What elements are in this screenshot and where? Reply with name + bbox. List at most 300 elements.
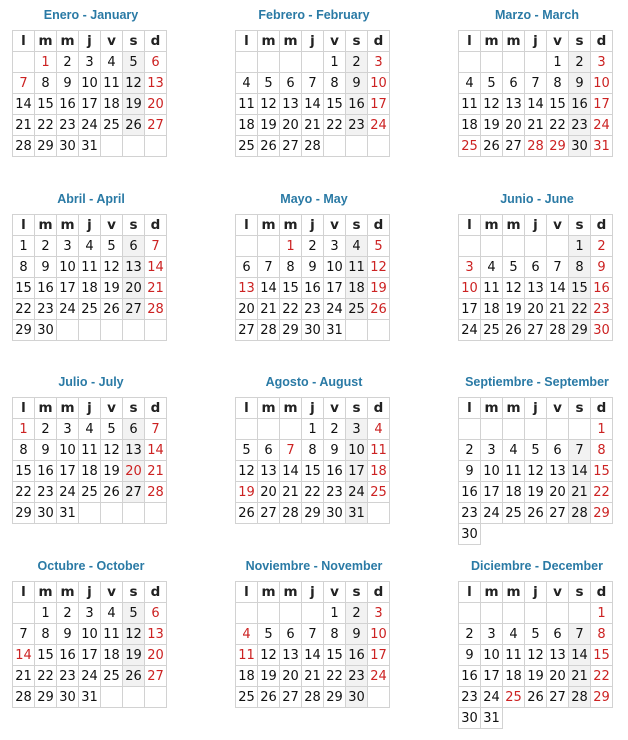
weekday-header: m xyxy=(280,398,302,419)
weekday-header: d xyxy=(368,31,390,52)
empty-cell xyxy=(258,603,280,624)
day-cell: 27 xyxy=(547,503,569,524)
day-cell: 7 xyxy=(569,624,591,645)
day-cell: 31 xyxy=(57,503,79,524)
day-cell: 29 xyxy=(35,136,57,157)
weekday-header: s xyxy=(569,31,591,52)
day-cell: 1 xyxy=(324,603,346,624)
day-cell: 3 xyxy=(346,419,368,440)
day-cell: 11 xyxy=(346,257,368,278)
day-cell: 12 xyxy=(101,257,123,278)
day-cell: 1 xyxy=(302,419,324,440)
empty-cell xyxy=(145,503,167,524)
day-cell: 26 xyxy=(525,687,547,708)
empty-cell xyxy=(368,687,390,708)
day-cell: 30 xyxy=(57,687,79,708)
day-cell: 25 xyxy=(346,299,368,320)
day-cell: 25 xyxy=(481,320,503,341)
weekday-header: j xyxy=(79,215,101,236)
day-cell: 29 xyxy=(591,687,613,708)
day-cell: 16 xyxy=(569,94,591,115)
empty-cell xyxy=(101,687,123,708)
day-cell: 11 xyxy=(79,440,101,461)
day-cell: 2 xyxy=(302,236,324,257)
day-cell: 15 xyxy=(569,278,591,299)
day-cell: 4 xyxy=(346,236,368,257)
day-cell: 9 xyxy=(35,257,57,278)
day-cell: 9 xyxy=(324,440,346,461)
day-cell: 18 xyxy=(503,666,525,687)
day-cell: 4 xyxy=(368,419,390,440)
weekday-header: v xyxy=(324,31,346,52)
day-cell: 5 xyxy=(481,73,503,94)
weekday-header: j xyxy=(525,398,547,419)
day-cell: 17 xyxy=(459,299,481,320)
day-cell: 10 xyxy=(57,440,79,461)
weekday-header: j xyxy=(79,582,101,603)
day-cell: 17 xyxy=(481,666,503,687)
day-cell: 6 xyxy=(280,624,302,645)
month-title: Agosto - August xyxy=(265,375,363,389)
day-cell: 21 xyxy=(145,461,167,482)
day-cell: 22 xyxy=(13,299,35,320)
weekday-header: v xyxy=(324,215,346,236)
day-cell: 10 xyxy=(591,73,613,94)
day-cell: 21 xyxy=(280,482,302,503)
day-cell: 14 xyxy=(13,645,35,666)
day-cell: 16 xyxy=(346,645,368,666)
day-cell: 4 xyxy=(79,236,101,257)
empty-cell xyxy=(503,603,525,624)
day-cell: 2 xyxy=(324,419,346,440)
day-cell: 5 xyxy=(258,624,280,645)
day-cell: 7 xyxy=(13,73,35,94)
day-cell: 6 xyxy=(145,603,167,624)
empty-cell xyxy=(503,524,525,545)
day-cell: 28 xyxy=(302,136,324,157)
day-cell: 20 xyxy=(503,115,525,136)
day-cell: 1 xyxy=(35,603,57,624)
weekday-header: d xyxy=(145,398,167,419)
day-cell: 26 xyxy=(101,299,123,320)
day-cell: 11 xyxy=(459,94,481,115)
day-cell: 22 xyxy=(13,482,35,503)
weekday-header: d xyxy=(368,398,390,419)
day-cell: 29 xyxy=(35,687,57,708)
weekday-header: m xyxy=(35,582,57,603)
day-cell: 23 xyxy=(57,666,79,687)
day-cell: 3 xyxy=(459,257,481,278)
day-cell: 29 xyxy=(569,320,591,341)
day-cell: 14 xyxy=(145,440,167,461)
empty-cell xyxy=(547,524,569,545)
day-cell: 18 xyxy=(368,461,390,482)
weekday-header: v xyxy=(547,215,569,236)
day-cell: 22 xyxy=(302,482,324,503)
empty-cell xyxy=(459,236,481,257)
day-cell: 14 xyxy=(569,461,591,482)
day-cell: 14 xyxy=(258,278,280,299)
day-cell: 23 xyxy=(35,482,57,503)
weekday-header: m xyxy=(57,398,79,419)
day-cell: 21 xyxy=(258,299,280,320)
month-title: Febrero - February xyxy=(258,8,370,22)
day-cell: 21 xyxy=(13,666,35,687)
month-grid xyxy=(12,30,167,157)
day-cell: 28 xyxy=(525,136,547,157)
day-cell: 18 xyxy=(481,299,503,320)
weekday-header: l xyxy=(459,215,481,236)
weekday-header: j xyxy=(302,582,324,603)
empty-cell xyxy=(569,708,591,729)
day-cell: 24 xyxy=(57,299,79,320)
day-cell: 13 xyxy=(503,94,525,115)
empty-cell xyxy=(302,52,324,73)
empty-cell xyxy=(302,603,324,624)
day-cell: 16 xyxy=(591,278,613,299)
day-cell: 15 xyxy=(302,461,324,482)
day-cell: 27 xyxy=(123,299,145,320)
day-cell: 18 xyxy=(346,278,368,299)
day-cell: 2 xyxy=(35,236,57,257)
day-cell: 24 xyxy=(591,115,613,136)
day-cell: 13 xyxy=(123,440,145,461)
day-cell: 10 xyxy=(368,624,390,645)
day-cell: 12 xyxy=(101,440,123,461)
day-cell: 19 xyxy=(123,94,145,115)
day-cell: 30 xyxy=(302,320,324,341)
day-cell: 17 xyxy=(368,645,390,666)
weekday-header: s xyxy=(346,215,368,236)
day-cell: 3 xyxy=(57,236,79,257)
day-cell: 14 xyxy=(547,278,569,299)
day-cell: 13 xyxy=(258,461,280,482)
empty-cell xyxy=(547,708,569,729)
weekday-header: d xyxy=(591,582,613,603)
weekday-header: m xyxy=(481,398,503,419)
day-cell: 29 xyxy=(13,320,35,341)
day-cell: 6 xyxy=(236,257,258,278)
month-grid xyxy=(235,214,390,341)
day-cell: 4 xyxy=(236,73,258,94)
day-cell: 1 xyxy=(280,236,302,257)
day-cell: 2 xyxy=(459,624,481,645)
month-title: Marzo - March xyxy=(494,8,580,22)
empty-cell xyxy=(481,603,503,624)
weekday-header: s xyxy=(346,398,368,419)
weekday-header: d xyxy=(145,31,167,52)
day-cell: 4 xyxy=(236,624,258,645)
day-cell: 7 xyxy=(145,236,167,257)
day-cell: 5 xyxy=(503,257,525,278)
empty-cell xyxy=(481,52,503,73)
empty-cell xyxy=(481,236,503,257)
day-cell: 14 xyxy=(302,94,324,115)
empty-cell xyxy=(525,603,547,624)
weekday-header: v xyxy=(547,31,569,52)
day-cell: 7 xyxy=(302,73,324,94)
day-cell: 3 xyxy=(368,52,390,73)
day-cell: 6 xyxy=(145,52,167,73)
weekday-header: d xyxy=(591,215,613,236)
day-cell: 22 xyxy=(35,666,57,687)
day-cell: 31 xyxy=(591,136,613,157)
day-cell: 22 xyxy=(591,666,613,687)
day-cell: 17 xyxy=(481,482,503,503)
day-cell: 3 xyxy=(368,603,390,624)
day-cell: 15 xyxy=(591,645,613,666)
day-cell: 3 xyxy=(57,419,79,440)
weekday-header: m xyxy=(35,31,57,52)
day-cell: 30 xyxy=(35,503,57,524)
day-cell: 13 xyxy=(123,257,145,278)
day-cell: 8 xyxy=(280,257,302,278)
day-cell: 24 xyxy=(368,666,390,687)
day-cell: 17 xyxy=(57,461,79,482)
day-cell: 1 xyxy=(13,419,35,440)
weekday-header: v xyxy=(547,582,569,603)
day-cell: 24 xyxy=(346,482,368,503)
day-cell: 26 xyxy=(258,136,280,157)
weekday-header: m xyxy=(258,582,280,603)
day-cell: 26 xyxy=(481,136,503,157)
day-cell: 8 xyxy=(13,440,35,461)
day-cell: 9 xyxy=(346,73,368,94)
month-grid xyxy=(235,397,390,524)
empty-cell xyxy=(145,320,167,341)
month-title: Abril - April xyxy=(57,192,125,206)
weekday-header: m xyxy=(481,582,503,603)
month-title: Enero - January xyxy=(43,8,139,22)
day-cell: 9 xyxy=(57,73,79,94)
empty-cell xyxy=(591,708,613,729)
day-cell: 30 xyxy=(35,320,57,341)
day-cell: 27 xyxy=(123,482,145,503)
month-grid xyxy=(458,581,613,729)
day-cell: 25 xyxy=(101,666,123,687)
day-cell: 20 xyxy=(145,645,167,666)
empty-cell xyxy=(324,136,346,157)
day-cell: 14 xyxy=(280,461,302,482)
day-cell: 15 xyxy=(35,645,57,666)
day-cell: 30 xyxy=(346,687,368,708)
day-cell: 25 xyxy=(101,115,123,136)
day-cell: 2 xyxy=(346,52,368,73)
weekday-header: l xyxy=(459,582,481,603)
day-cell: 24 xyxy=(368,115,390,136)
empty-cell xyxy=(525,419,547,440)
month-grid xyxy=(458,214,613,341)
day-cell: 26 xyxy=(123,666,145,687)
day-cell: 30 xyxy=(591,320,613,341)
day-cell: 8 xyxy=(35,73,57,94)
day-cell: 21 xyxy=(145,278,167,299)
day-cell: 3 xyxy=(481,440,503,461)
day-cell: 28 xyxy=(302,687,324,708)
weekday-header: l xyxy=(236,31,258,52)
day-cell: 29 xyxy=(13,503,35,524)
day-cell: 23 xyxy=(459,687,481,708)
day-cell: 10 xyxy=(481,645,503,666)
day-cell: 18 xyxy=(459,115,481,136)
day-cell: 24 xyxy=(481,687,503,708)
weekday-header: m xyxy=(258,31,280,52)
day-cell: 19 xyxy=(258,115,280,136)
day-cell: 24 xyxy=(79,666,101,687)
day-cell: 30 xyxy=(324,503,346,524)
day-cell: 31 xyxy=(481,708,503,729)
month-grid xyxy=(458,397,613,545)
day-cell: 26 xyxy=(101,482,123,503)
weekday-header: j xyxy=(79,31,101,52)
day-cell: 11 xyxy=(101,624,123,645)
day-cell: 16 xyxy=(324,461,346,482)
weekday-header: j xyxy=(302,215,324,236)
day-cell: 10 xyxy=(324,257,346,278)
day-cell: 18 xyxy=(236,115,258,136)
day-cell: 26 xyxy=(236,503,258,524)
day-cell: 23 xyxy=(346,666,368,687)
day-cell: 11 xyxy=(236,94,258,115)
empty-cell xyxy=(547,603,569,624)
weekday-header: j xyxy=(79,398,101,419)
weekday-header: j xyxy=(302,398,324,419)
weekday-header: s xyxy=(346,582,368,603)
day-cell: 27 xyxy=(280,687,302,708)
empty-cell xyxy=(13,52,35,73)
empty-cell xyxy=(569,524,591,545)
weekday-header: l xyxy=(13,582,35,603)
day-cell: 10 xyxy=(481,461,503,482)
day-cell: 16 xyxy=(35,278,57,299)
day-cell: 4 xyxy=(503,624,525,645)
month-title: Octubre - October xyxy=(37,559,145,573)
day-cell: 30 xyxy=(459,708,481,729)
weekday-header: v xyxy=(101,582,123,603)
day-cell: 24 xyxy=(324,299,346,320)
day-cell: 7 xyxy=(547,257,569,278)
day-cell: 12 xyxy=(258,645,280,666)
day-cell: 8 xyxy=(324,624,346,645)
day-cell: 16 xyxy=(57,94,79,115)
day-cell: 28 xyxy=(13,687,35,708)
day-cell: 31 xyxy=(79,687,101,708)
day-cell: 17 xyxy=(368,94,390,115)
day-cell: 12 xyxy=(525,645,547,666)
day-cell: 20 xyxy=(525,299,547,320)
day-cell: 21 xyxy=(547,299,569,320)
day-cell: 4 xyxy=(459,73,481,94)
empty-cell xyxy=(101,503,123,524)
empty-cell xyxy=(236,52,258,73)
day-cell: 26 xyxy=(503,320,525,341)
day-cell: 17 xyxy=(79,645,101,666)
day-cell: 19 xyxy=(525,666,547,687)
day-cell: 6 xyxy=(280,73,302,94)
day-cell: 20 xyxy=(280,115,302,136)
day-cell: 17 xyxy=(324,278,346,299)
weekday-header: d xyxy=(591,398,613,419)
day-cell: 23 xyxy=(302,299,324,320)
day-cell: 22 xyxy=(547,115,569,136)
day-cell: 23 xyxy=(35,299,57,320)
day-cell: 5 xyxy=(123,52,145,73)
day-cell: 6 xyxy=(547,624,569,645)
day-cell: 22 xyxy=(591,482,613,503)
day-cell: 24 xyxy=(459,320,481,341)
empty-cell xyxy=(101,136,123,157)
empty-cell xyxy=(346,320,368,341)
weekday-header: j xyxy=(525,582,547,603)
empty-cell xyxy=(481,419,503,440)
day-cell: 24 xyxy=(481,503,503,524)
day-cell: 16 xyxy=(302,278,324,299)
day-cell: 22 xyxy=(569,299,591,320)
day-cell: 19 xyxy=(368,278,390,299)
weekday-header: s xyxy=(123,31,145,52)
day-cell: 20 xyxy=(236,299,258,320)
day-cell: 11 xyxy=(503,645,525,666)
day-cell: 8 xyxy=(591,624,613,645)
day-cell: 25 xyxy=(79,299,101,320)
day-cell: 5 xyxy=(236,440,258,461)
empty-cell xyxy=(591,524,613,545)
weekday-header: m xyxy=(57,582,79,603)
day-cell: 13 xyxy=(547,645,569,666)
day-cell: 10 xyxy=(57,257,79,278)
empty-cell xyxy=(123,687,145,708)
empty-cell xyxy=(368,503,390,524)
day-cell: 27 xyxy=(145,115,167,136)
empty-cell xyxy=(123,503,145,524)
day-cell: 27 xyxy=(236,320,258,341)
day-cell: 8 xyxy=(591,440,613,461)
weekday-header: l xyxy=(236,582,258,603)
day-cell: 21 xyxy=(13,115,35,136)
weekday-header: l xyxy=(13,31,35,52)
month-title: Noviembre - November xyxy=(245,559,383,573)
day-cell: 28 xyxy=(13,136,35,157)
day-cell: 5 xyxy=(525,624,547,645)
day-cell: 1 xyxy=(13,236,35,257)
day-cell: 4 xyxy=(101,52,123,73)
weekday-header: m xyxy=(481,31,503,52)
empty-cell xyxy=(503,708,525,729)
weekday-header: v xyxy=(547,398,569,419)
month-grid xyxy=(458,30,613,157)
day-cell: 7 xyxy=(13,624,35,645)
weekday-header: s xyxy=(569,582,591,603)
day-cell: 7 xyxy=(258,257,280,278)
day-cell: 25 xyxy=(79,482,101,503)
day-cell: 3 xyxy=(79,603,101,624)
day-cell: 16 xyxy=(459,666,481,687)
day-cell: 8 xyxy=(324,73,346,94)
day-cell: 8 xyxy=(569,257,591,278)
day-cell: 19 xyxy=(503,299,525,320)
weekday-header: v xyxy=(101,215,123,236)
month-grid xyxy=(12,397,167,524)
empty-cell xyxy=(258,52,280,73)
day-cell: 9 xyxy=(569,73,591,94)
day-cell: 6 xyxy=(503,73,525,94)
day-cell: 9 xyxy=(459,645,481,666)
day-cell: 12 xyxy=(481,94,503,115)
empty-cell xyxy=(569,419,591,440)
day-cell: 14 xyxy=(13,94,35,115)
weekday-header: l xyxy=(236,215,258,236)
empty-cell xyxy=(145,136,167,157)
